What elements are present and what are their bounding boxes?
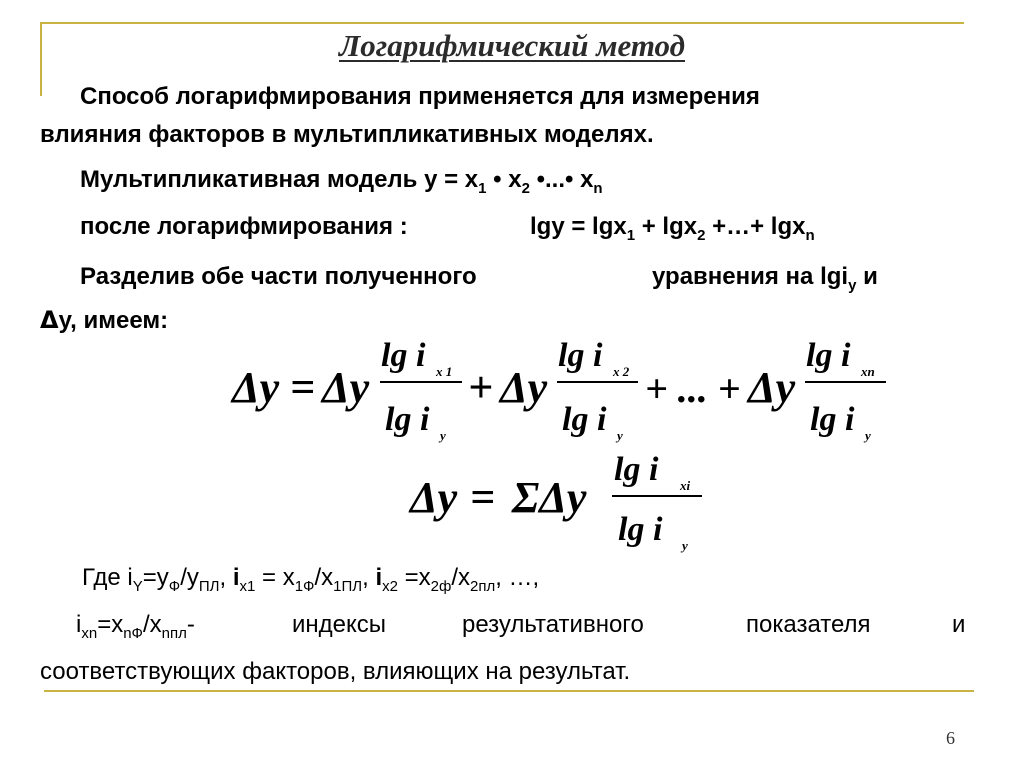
last-line: соответствующих факторов, влияющих на результат. (40, 658, 631, 685)
formula1-equals: = (290, 363, 316, 412)
line4-part-3: +…+ lgx (705, 213, 806, 240)
formula1-term1-den: lg i (385, 401, 430, 438)
formula1-term3-den: lg i (810, 401, 855, 438)
line5-sub-y: y (848, 277, 857, 294)
text-line-2: влияния факторов в мультипликативных моделях. (40, 121, 654, 148)
text-line-5-left: Разделив обе части полученного (80, 263, 477, 290)
line3-sub-1: 1 (478, 180, 487, 197)
text-line-5-right (652, 262, 878, 301)
line4-sub-n: n (805, 227, 815, 244)
where-s1: Y (132, 578, 143, 595)
formula1-term1-num-sub: x 1 (436, 364, 453, 379)
formula2-den: lg i (618, 511, 663, 548)
indices-word-4: и (952, 611, 966, 638)
formula1-term1-num: lg i (381, 337, 426, 374)
formula1-term2-num: lg i (558, 337, 603, 374)
where-s3: ПЛ (198, 578, 220, 595)
where-s11: 2пл (470, 578, 496, 595)
text-line-4-formula (530, 212, 815, 251)
formula1-term2-num-sub: x 2 (613, 364, 630, 379)
text-line-3 (80, 165, 603, 204)
formula1-term3-den-sub: y (865, 428, 871, 443)
formula2-den-sub: y (682, 538, 688, 553)
indices-p3: /x (142, 611, 162, 638)
formula1-term1-den-sub: y (440, 428, 446, 443)
indices-word-2: результативного (462, 611, 644, 638)
where-s6: 1Ф (294, 578, 315, 595)
top-rule (40, 22, 964, 24)
where-p12: , …, (495, 564, 540, 591)
where-p4: , (219, 564, 233, 591)
formula2-num: lg i (614, 451, 659, 488)
where-line (82, 563, 539, 602)
formula2-rhs: ΣΔy (512, 473, 587, 522)
line3-text: Мультипликативная модель y = x (80, 166, 479, 193)
line4-sub-1: 1 (626, 227, 636, 244)
formula1-dots: + ... + (645, 366, 741, 411)
slide-title: Логарифмический метод (338, 28, 686, 63)
formula1-term2-delta: Δy (500, 363, 548, 412)
where-p6: = x (255, 564, 295, 591)
formula2-lhs: Δy (410, 473, 458, 522)
line3-part-3: •...• x (529, 166, 594, 193)
text-line-4-label: после логарифмирования : (80, 213, 408, 240)
line3-part-2: • x (486, 166, 522, 193)
line6-text: y, имеем: (58, 307, 169, 334)
line5-tail: и (856, 263, 878, 290)
where-p10: =x (397, 564, 431, 591)
formula1-term3-num-sub: xn (861, 364, 875, 379)
indices-p1: i (76, 611, 82, 638)
line3-sub-n: n (593, 180, 603, 197)
page-number: 6 (946, 728, 955, 748)
where-s9: x2 (382, 578, 398, 595)
line5-right-text: уравнения на lgi (652, 263, 849, 290)
indices-p4: - (186, 611, 195, 638)
where-s7: 1ПЛ (333, 578, 363, 595)
formula2-equals: = (470, 473, 496, 522)
where-p5: i (232, 564, 240, 591)
bottom-rule (44, 690, 974, 692)
indices-s1: xn (81, 625, 98, 642)
where-p8: , (362, 564, 376, 591)
formula1-plus: + (468, 363, 494, 412)
where-s2: Ф (168, 578, 181, 595)
line4-part-1: lgy = lgx (530, 213, 627, 240)
delta-symbol: Δ (40, 306, 59, 334)
line4-sub-2: 2 (697, 227, 706, 244)
where-p9: i (375, 564, 383, 591)
where-p7: /x (314, 564, 334, 591)
formula1-term1-delta: Δy (322, 363, 370, 412)
indices-p2: =x (97, 611, 124, 638)
formula2-num-sub: xi (680, 478, 691, 493)
where-s10: 2ф (430, 578, 452, 595)
formula1-term2-den: lg i (562, 401, 607, 438)
formula1-term3-num: lg i (806, 337, 851, 374)
indices-s2: nФ (123, 625, 143, 642)
formula1-term2-den-sub: y (617, 428, 623, 443)
indices-s3: nпл (161, 625, 187, 642)
where-p2: =y (142, 564, 169, 591)
text-line-1: Способ логарифмирования применяется для измерения (80, 83, 760, 110)
indices-formula (76, 610, 195, 649)
where-p1: Где i (82, 564, 133, 591)
line3-sub-2: 2 (521, 180, 530, 197)
formula1-term3-delta: Δy (748, 363, 796, 412)
formula1-lhs: Δy (232, 363, 280, 412)
indices-word-1: индексы (292, 611, 387, 638)
line4-part-2: + lgx (635, 213, 698, 240)
where-p3: /y (180, 564, 199, 591)
indices-word-3: показателя (746, 611, 871, 638)
where-s5: x1 (239, 578, 256, 595)
where-p11: /x (451, 564, 470, 591)
formula-block (0, 330, 1024, 560)
